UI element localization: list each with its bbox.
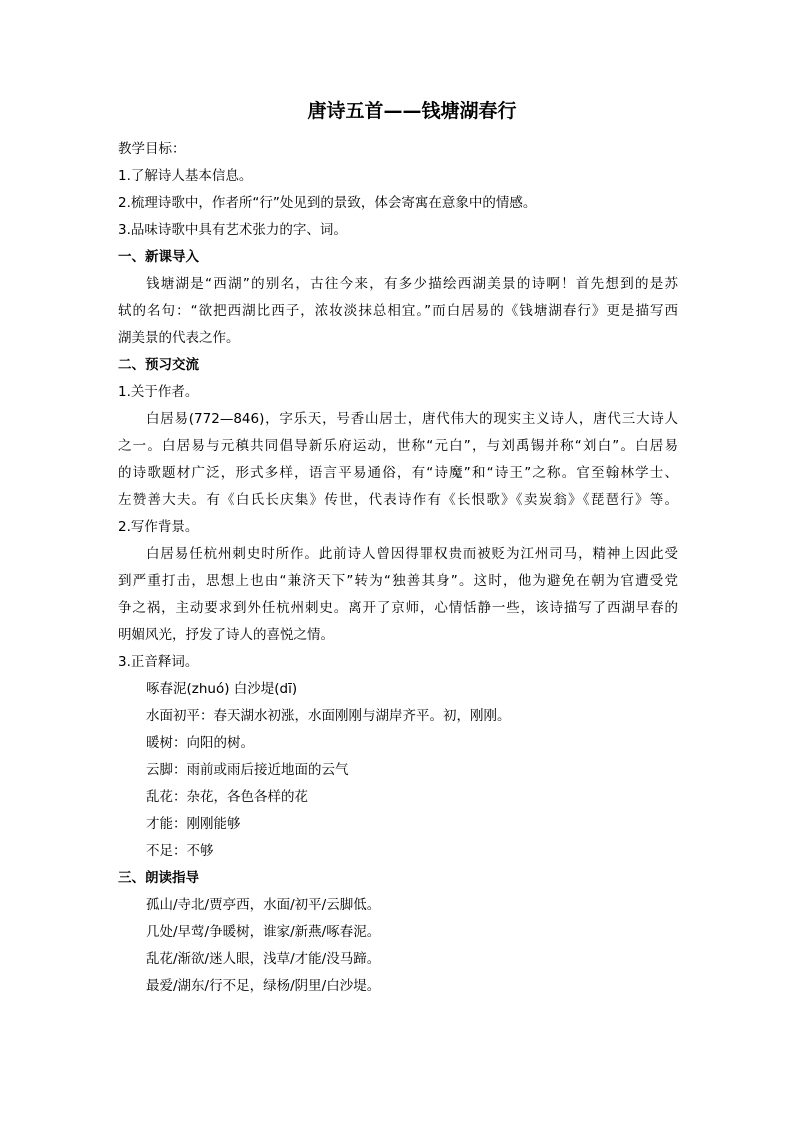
text-line: 2.写作背景。 bbox=[118, 519, 199, 535]
text-line: 争之祸，主动要求到外任杭州刺史。离开了京师，心情恬静一些，该诗描写了西湖早春的 bbox=[118, 600, 678, 616]
text-line: 钱塘湖是“西湖”的别名，古往今来，有多少描绘西湖美景的诗啊！首先想到的是苏 bbox=[146, 276, 678, 292]
text-line: 不足：不够 bbox=[146, 843, 214, 859]
text-line: 水面初平：春天湖水初涨，水面刚刚与湖岸齐平。初，刚刚。 bbox=[146, 708, 511, 724]
text-line: 才能：刚刚能够 bbox=[146, 816, 241, 832]
text-line: 啄春泥(zhuó) 白沙堤(dī) bbox=[146, 681, 298, 697]
text-line: 白居易(772—846)，字乐天，号香山居士，唐代伟大的现实主义诗人，唐代三大诗人 bbox=[146, 411, 678, 427]
text-line: 白居易任杭州刺史时所作。此前诗人曾因得罪权贵而被贬为江州司马，精神上因此受 bbox=[146, 546, 678, 562]
text-line: 2.梳理诗歌中，作者所“行”处见到的景致，体会寄寓在意象中的情感。 bbox=[118, 195, 537, 211]
text-line: 3.品味诗歌中具有艺术张力的字、词。 bbox=[118, 222, 347, 238]
text-line: 左赞善大夫。有《白氏长庆集》传世，代表诗作有《长恨歌》《卖炭翁》《琵琶行》等。 bbox=[118, 492, 678, 508]
text-line: 孤山/寺北/贾亭西，水面/初平/云脚低。 bbox=[146, 897, 381, 913]
text-line: 乱花/渐欲/迷人眼，浅草/才能/没马蹄。 bbox=[146, 951, 381, 967]
text-line: 3.正音释词。 bbox=[118, 654, 199, 670]
text-line: 暖树：向阳的树。 bbox=[146, 735, 254, 751]
text-line: 之一。白居易与元稹共同倡导新乐府运动，世称“元白”，与刘禹锡并称“刘白”。白居易 bbox=[118, 438, 678, 454]
text-line: 1.了解诗人基本信息。 bbox=[118, 168, 253, 184]
text-line: 教学目标： bbox=[118, 141, 186, 157]
text-line: 几处/早莺/争暖树，谁家/新燕/啄春泥。 bbox=[146, 924, 381, 940]
text-line: 的诗歌题材广泛，形式多样，语言平易通俗，有“诗魔”和“诗王”之称。官至翰林学士、 bbox=[118, 465, 678, 481]
text-line: 乱花：杂花，各色各样的花 bbox=[146, 789, 308, 805]
document-body bbox=[118, 136, 678, 1000]
section-heading: 三、朗读指导 bbox=[118, 870, 199, 886]
section-heading: 二、预习交流 bbox=[118, 357, 199, 373]
text-line: 到严重打击，思想上也由“兼济天下”转为“独善其身”。这时，他为避免在朝为官遭受党 bbox=[118, 573, 678, 589]
text-line: 轼的名句：“欲把西湖比西子，浓妆淡抹总相宜。”而白居易的《钱塘湖春行》更是描写西 bbox=[118, 303, 678, 319]
section-heading: 一、新课导入 bbox=[118, 249, 199, 265]
text-line: 云脚：雨前或雨后接近地面的云气 bbox=[146, 762, 349, 778]
text-line: 明媚风光，抒发了诗人的喜悦之情。 bbox=[118, 627, 334, 643]
text-line: 1.关于作者。 bbox=[118, 384, 199, 400]
text-line: 湖美景的代表之作。 bbox=[118, 330, 240, 346]
document-title: 唐诗五首——钱塘湖春行 bbox=[307, 100, 517, 122]
text-line: 最爱/湖东/行不足，绿杨/阴里/白沙堤。 bbox=[146, 978, 381, 994]
